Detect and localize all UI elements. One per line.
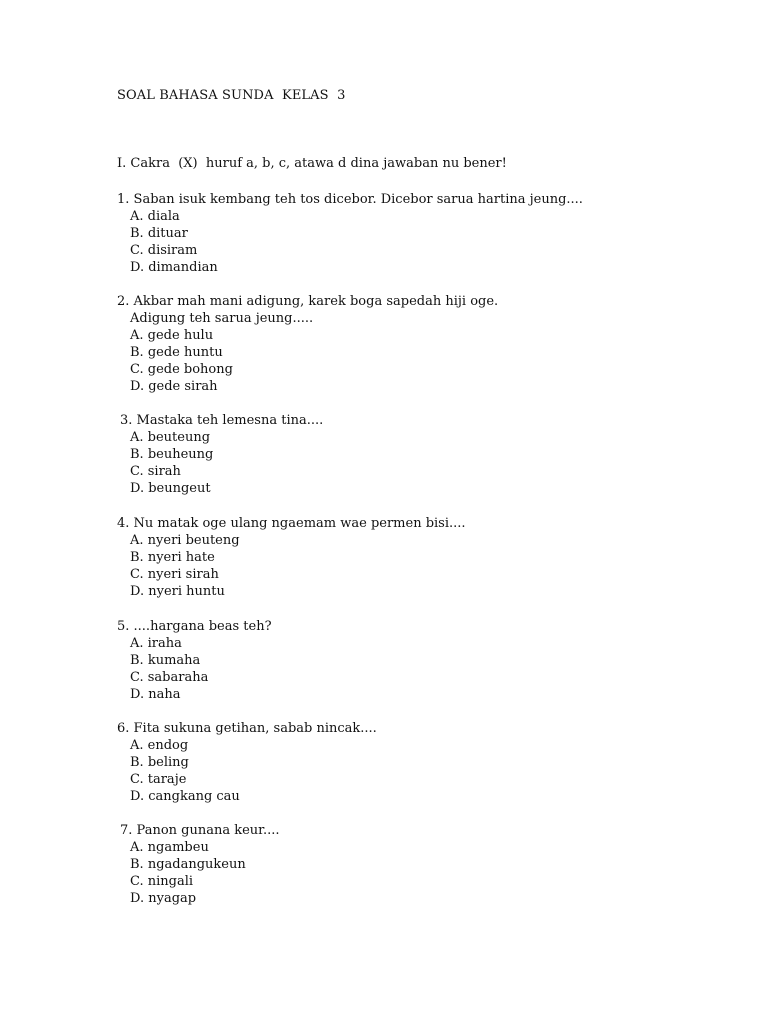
option-b: B. nyeri hate xyxy=(130,550,215,565)
option-c: C. disiram xyxy=(130,243,198,258)
option-d: D. gede sirah xyxy=(130,379,218,394)
question-5-text: 5. ....hargana beas teh? xyxy=(117,619,272,634)
question-4 xyxy=(117,515,466,600)
option-d: D. nyagap xyxy=(130,891,197,906)
question-6-text: 6. Fita sukuna getihan, sabab nincak.... xyxy=(117,721,377,736)
question-6 xyxy=(117,720,377,805)
option-c: C. gede bohong xyxy=(130,362,233,377)
option-a: A. diala xyxy=(130,209,180,224)
option-c: C. sirah xyxy=(130,464,181,479)
option-a: A. iraha xyxy=(130,636,182,651)
instruction-text: I. Cakra (X) huruf a, b, c, atawa d dina jawaban nu bener! xyxy=(117,156,507,171)
question-3-text: 3. Mastaka teh lemesna tina.... xyxy=(120,413,324,428)
option-d: D. dimandian xyxy=(130,260,218,275)
question-5-options xyxy=(117,635,272,703)
option-d: D. naha xyxy=(130,687,181,702)
question-2-text: 2. Akbar mah mani adigung, karek boga sapedah hiji oge. xyxy=(117,294,499,309)
question-2-options xyxy=(117,327,498,395)
option-c: C. ningali xyxy=(130,874,194,889)
question-7-options xyxy=(120,839,280,907)
question-4-options xyxy=(117,532,466,600)
option-d: D. nyeri huntu xyxy=(130,584,225,599)
document-title: SOAL BAHASA SUNDA KELAS 3 xyxy=(117,88,346,103)
option-b: B. kumaha xyxy=(130,653,201,668)
question-4-text: 4. Nu matak oge ulang ngaemam wae permen bisi.... xyxy=(117,516,466,531)
option-b: B. ngadangukeun xyxy=(130,857,246,872)
question-7 xyxy=(120,822,280,907)
option-d: D. beungeut xyxy=(130,481,211,496)
option-b: B. dituar xyxy=(130,226,188,241)
option-d: D. cangkang cau xyxy=(130,789,240,804)
question-3-options xyxy=(120,429,323,497)
option-c: C. taraje xyxy=(130,772,187,787)
option-a: A. beuteung xyxy=(130,430,211,445)
option-a: A. ngambeu xyxy=(130,840,209,855)
question-3 xyxy=(120,412,323,497)
question-6-options xyxy=(117,737,377,805)
option-a: A. nyeri beuteng xyxy=(130,533,240,548)
question-7-text: 7. Panon gunana keur.... xyxy=(120,823,280,838)
option-b: B. gede huntu xyxy=(130,345,223,360)
option-b: B. beling xyxy=(130,755,189,770)
option-c: C. nyeri sirah xyxy=(130,567,219,582)
question-2 xyxy=(117,293,498,395)
option-c: C. sabaraha xyxy=(130,670,209,685)
question-5 xyxy=(117,618,272,703)
option-a: A. gede hulu xyxy=(130,328,214,343)
question-1-text: 1. Saban isuk kembang teh tos dicebor. Dicebor sarua hartina jeung.... xyxy=(117,192,583,207)
option-a: A. endog xyxy=(130,738,189,753)
option-b: B. beuheung xyxy=(130,447,214,462)
question-1 xyxy=(117,191,583,276)
question-1-options xyxy=(117,208,583,276)
question-2-continuation: Adigung teh sarua jeung..... xyxy=(130,311,314,326)
